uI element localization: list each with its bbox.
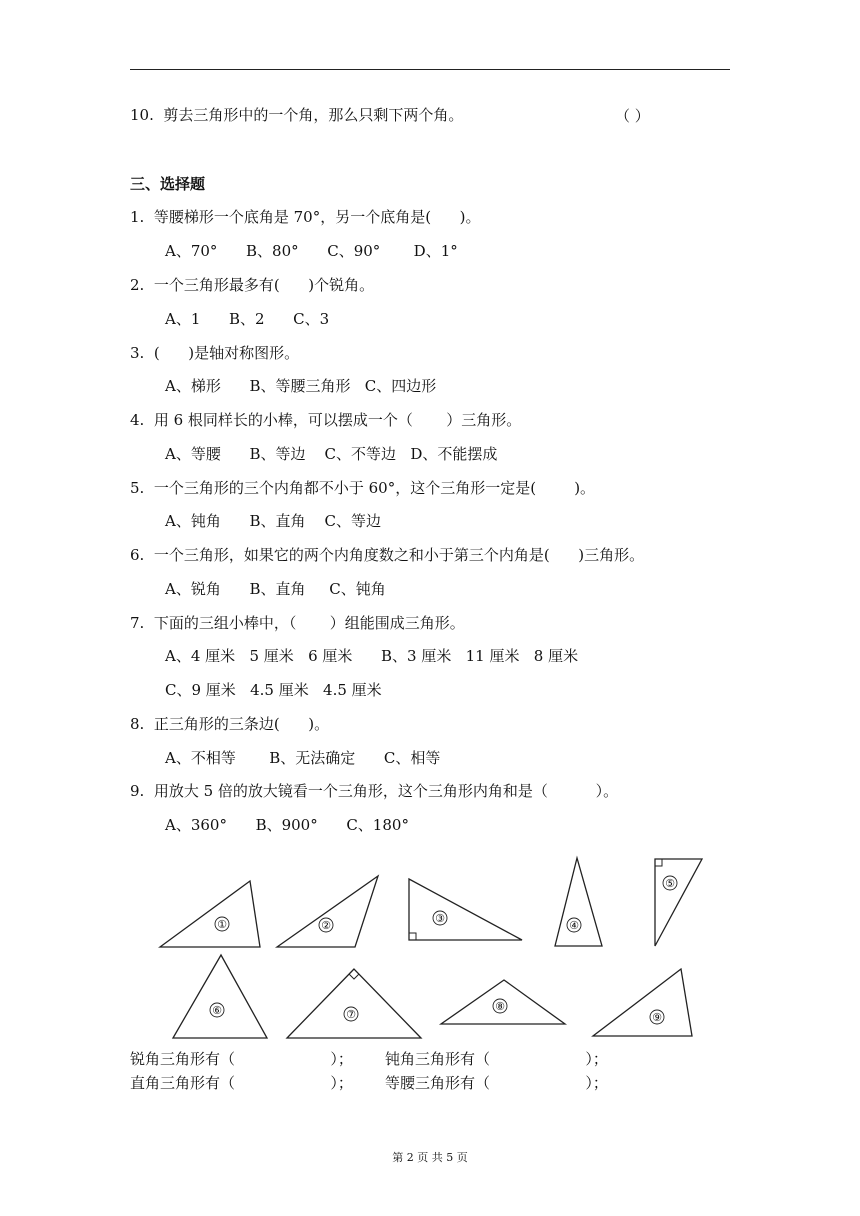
triangle-label-2: ② — [321, 919, 331, 932]
question-9: 9. 用放大 5 倍的放大镜看一个三角形，这个三角形内角和是（ ）。 — [130, 782, 619, 800]
header-rule — [130, 69, 730, 70]
acute-fill-line[interactable]: 锐角三角形有（ ）； — [130, 1050, 353, 1068]
isosceles-fill-line[interactable]: 等腰三角形有（ ）； — [385, 1074, 608, 1092]
right-fill-line[interactable]: 直角三角形有（ ）； — [130, 1074, 353, 1092]
triangle-label-7: ⑦ — [346, 1008, 356, 1021]
options-1: A、70° B、80° C、90° D、1° — [165, 242, 458, 260]
obtuse-fill-line[interactable]: 钝角三角形有（ ）； — [385, 1050, 608, 1068]
answer-paren-10[interactable]: （ ） — [615, 107, 650, 125]
options-4: A、等腰 B、等边 C、不等边 D、不能摆成 — [165, 445, 498, 463]
question-3: 3. ( )是轴对称图形。 — [130, 344, 300, 362]
triangle-1 — [160, 881, 260, 947]
question-4: 4. 用 6 根同样长的小棒，可以摆成一个（ ）三角形。 — [130, 411, 522, 429]
triangle-8 — [441, 980, 565, 1024]
options-7a: A、4 厘米 5 厘米 6 厘米 B、3 厘米 11 厘米 8 厘米 — [165, 647, 579, 665]
options-5: A、钝角 B、直角 C、等边 — [165, 512, 382, 530]
options-9: A、360° B、900° C、180° — [165, 816, 409, 834]
triangle-label-5: ⑤ — [665, 877, 675, 890]
question-10: 10. 剪去三角形中的一个角，那么只剩下两个角。 — [130, 106, 464, 124]
triangle-2 — [277, 876, 378, 947]
options-2: A、1 B、2 C、3 — [165, 310, 330, 328]
page-footer: 第 2 页 共 5 页 — [392, 1151, 468, 1164]
triangle-label-8: ⑧ — [495, 1000, 505, 1013]
question-1: 1. 等腰梯形一个底角是 70°，另一个底角是( )。 — [130, 208, 481, 226]
triangles-figure — [150, 840, 720, 1045]
triangle-label-6: ⑥ — [212, 1004, 222, 1017]
triangle-3 — [409, 879, 522, 940]
options-7b: C、9 厘米 4.5 厘米 4.5 厘米 — [165, 681, 382, 699]
options-6: A、锐角 B、直角 C、钝角 — [165, 580, 386, 598]
section-title: 三、选择题 — [130, 175, 206, 193]
triangle-6 — [173, 955, 267, 1038]
question-6: 6. 一个三角形，如果它的两个内角度数之和小于第三个内角是( )三角形。 — [130, 546, 645, 564]
triangle-4 — [555, 858, 602, 946]
question-2: 2. 一个三角形最多有( )个锐角。 — [130, 276, 375, 294]
triangle-label-3: ③ — [435, 912, 445, 925]
triangle-label-4: ④ — [569, 919, 579, 932]
triangle-9 — [593, 969, 692, 1036]
question-5: 5. 一个三角形的三个内角都不小于 60°，这个三角形一定是( )。 — [130, 479, 596, 497]
options-3: A、梯形 B、等腰三角形 C、四边形 — [165, 377, 437, 395]
triangle-label-9: ⑨ — [652, 1011, 662, 1024]
options-8: A、不相等 B、无法确定 C、相等 — [165, 749, 441, 767]
triangle-7 — [287, 969, 421, 1038]
triangle-label-1: ① — [217, 918, 227, 931]
question-8: 8. 正三角形的三条边( )。 — [130, 715, 330, 733]
triangle-5 — [655, 859, 702, 946]
question-7: 7. 下面的三组小棒中，（ ）组能围成三角形。 — [130, 614, 465, 632]
